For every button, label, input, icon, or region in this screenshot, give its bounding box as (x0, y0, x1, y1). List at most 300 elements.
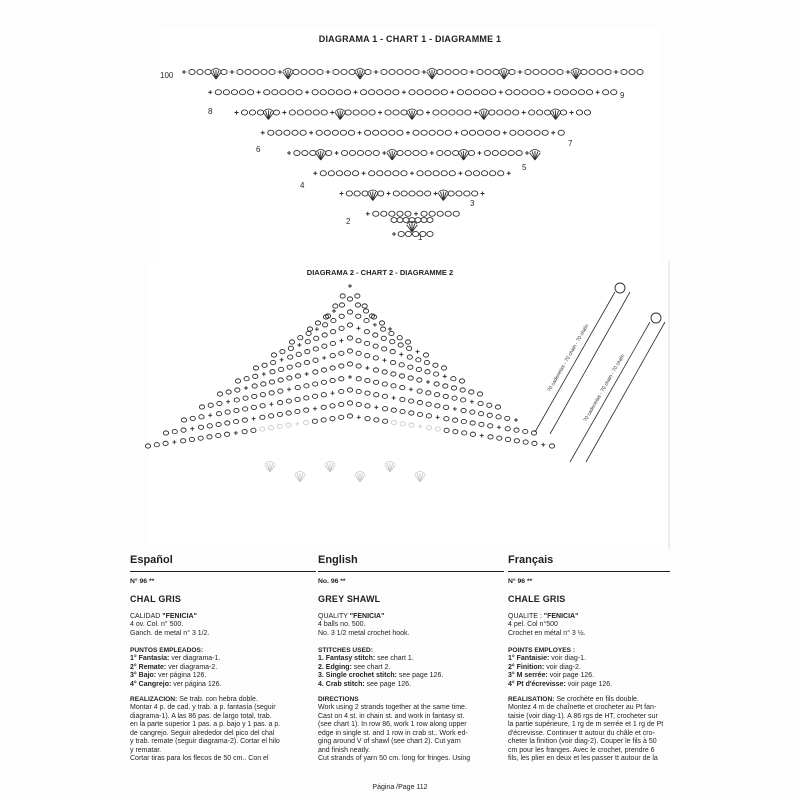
chain-stitch-symbol (269, 380, 274, 384)
chain-stitch-symbol (584, 110, 590, 115)
stitch-name: 1. Fantasy stitch: (318, 655, 376, 663)
chain-stitch-symbol (433, 363, 438, 367)
chain-stitch-symbol (542, 130, 548, 135)
chain-stitch-symbol (453, 430, 458, 434)
chain-stitch-symbol (637, 69, 643, 74)
chain-stitch-symbol (225, 410, 230, 414)
chain-stitch-symbol (339, 326, 344, 330)
chain-stitch-symbol (434, 372, 439, 376)
single-crochet-symbol (262, 372, 266, 376)
chain-stitch-symbol (295, 397, 300, 401)
chain-stitch-symbol (242, 418, 247, 422)
single-crochet-symbol (547, 90, 551, 94)
directions-line: diagrama-1). A las 86 pas. de largo total, trab. (130, 712, 272, 720)
chain-stitch-symbol (433, 110, 439, 115)
chain-stitch-symbol (163, 431, 168, 435)
chain-stitch-symbol (369, 110, 375, 115)
chain-stitch-symbol (237, 69, 243, 74)
chart-1-title: DIAGRAMA 1 - CHART 1 - DIAGRAMME 1 (318, 34, 502, 44)
chain-stitch-symbol (401, 191, 407, 196)
chain-stitch-symbol (557, 69, 563, 74)
directions-heading: REALISATION: (508, 696, 555, 704)
pattern-title: CHALE GRIS (508, 594, 566, 605)
single-crochet-symbol (358, 131, 362, 135)
chain-stitch-symbol (531, 431, 536, 435)
chain-stitch-symbol (369, 90, 375, 95)
chain-stitch-symbol (533, 69, 539, 74)
chain-stitch-symbol (221, 69, 227, 74)
chain-stitch-symbol (493, 69, 499, 74)
chain-stitch-symbol (413, 130, 419, 135)
chain-stitch-symbol (611, 90, 617, 95)
chain-stitch-symbol (401, 171, 407, 176)
chain-stitch-symbol (234, 398, 239, 402)
chain-stitch-symbol (305, 350, 310, 354)
chain-stitch-symbol (286, 423, 291, 427)
directions-block (318, 696, 518, 763)
chain-stitch-symbol (284, 130, 290, 135)
chain-stitch-symbol (322, 333, 327, 337)
chain-stitch-symbol (433, 90, 439, 95)
chain-stitch-symbol (356, 402, 361, 406)
chain-stitch-symbol (397, 130, 403, 135)
stitch-name: 2. Edging: (318, 663, 352, 671)
chain-stitch-symbol (382, 370, 387, 374)
chain-stitch-symbol (300, 130, 306, 135)
chain-stitch-symbol (268, 426, 273, 430)
chain-stitch-symbol (405, 231, 411, 236)
chain-stitch-symbol (389, 331, 394, 335)
single-crochet-symbol (269, 402, 273, 406)
chain-stitch-symbol (312, 90, 318, 95)
directions-line: y rematar. (130, 746, 162, 754)
chain-stitch-symbol (270, 370, 275, 374)
chain-stitch-symbol (217, 392, 222, 396)
row-number-label: 1 (418, 233, 423, 242)
chain-stitch-symbol (421, 150, 427, 155)
chain-stitch-symbol (484, 150, 490, 155)
stitch-ref: see page 126. (396, 672, 444, 680)
chain-stitch-symbol (497, 110, 503, 115)
chain-stitch-symbol (356, 339, 361, 343)
chain-guide-line (535, 292, 615, 432)
single-crochet-symbol (313, 171, 317, 175)
chart-1-panel (160, 28, 660, 268)
stitch-name: 1° Fantasía: (130, 655, 170, 663)
chain-stitch-symbol (344, 90, 350, 95)
chain-stitch-symbol (449, 171, 455, 176)
chain-stitch-symbol (472, 191, 478, 196)
chain-stitch-symbol (427, 231, 433, 236)
chain-stitch-symbol (273, 110, 279, 115)
chain-stitch-symbol (451, 386, 456, 390)
chain-stitch-symbol (362, 304, 367, 308)
chain-stitch-symbol (322, 344, 327, 348)
chain-stitch-symbol (401, 110, 407, 115)
chart-2-diagram (150, 262, 670, 550)
chain-stitch-symbol (269, 69, 275, 74)
chain-stitch-symbol (364, 330, 369, 334)
chain-stitch-symbol (190, 416, 195, 420)
chain-stitch-symbol (433, 171, 439, 176)
chain-stitch-symbol (415, 218, 421, 223)
stitch-ref: see chart 2. (351, 663, 391, 671)
chain-stitch-symbol (262, 363, 267, 367)
directions-line: cheter la finition (voir diag-2). Couper le fils à 50 (508, 738, 657, 746)
chain-stitch-symbol (340, 294, 345, 298)
chain-stitch-symbol (397, 150, 403, 155)
chain-stitch-symbol (297, 110, 303, 115)
chain-stitch-symbol (199, 415, 204, 419)
chain-stitch-symbol (339, 314, 344, 318)
chain-stitch-symbol (421, 218, 427, 223)
stitch-name: 3. Single crochet stitch: (318, 672, 397, 680)
single-crochet-symbol (295, 422, 299, 426)
chain-stitch-symbol (365, 404, 370, 408)
single-crochet-symbol (541, 443, 545, 447)
chain-stitch-symbol (163, 441, 168, 445)
chain-stitch-symbol (426, 391, 431, 395)
stitches-block (130, 647, 330, 689)
single-crochet-symbol (522, 111, 526, 115)
chain-stitch-symbol (381, 211, 387, 216)
directions-line: en la parte superior 1 pas. a p. bajo y 1 pas. a p. (130, 721, 281, 729)
chain-stitch-symbol (312, 394, 317, 398)
chain-stitch-symbol (347, 297, 352, 301)
chain-stitch-symbol (537, 110, 543, 115)
chain-stitch-symbol (289, 340, 294, 344)
single-crochet-symbol (410, 171, 414, 175)
chain-stitch-symbol (286, 399, 291, 403)
chain-stitch-symbol (498, 171, 504, 176)
chain-stitch-symbol (382, 394, 387, 398)
chain-stitch-symbol (403, 218, 409, 223)
chain-stitch-symbol (558, 130, 564, 135)
chain-stitch-symbol (207, 435, 212, 439)
chain-stitch-symbol (304, 384, 309, 388)
chain-stitch-symbol (497, 436, 502, 440)
chain-stitch-symbol (347, 401, 352, 405)
chain-stitch-symbol (321, 110, 327, 115)
directions-line: d'écrevisse. Continuer tt autour du châle et cro- (508, 729, 655, 737)
chain-stitch-symbol (336, 171, 342, 176)
chain-stitch-symbol (465, 171, 471, 176)
single-crochet-symbol (454, 131, 458, 135)
chain-stitch-symbol (339, 389, 344, 393)
chain-stitch-symbol (260, 415, 265, 419)
chain-stitch-symbol (349, 150, 355, 155)
chain-stitch-symbol (321, 405, 326, 409)
chain-stitch-symbol (369, 171, 375, 176)
chain-stitch-symbol (469, 390, 474, 394)
directions-line: Montez 4 m de chaînette et crocheter au Pt fan- (508, 704, 657, 712)
chain-stitch-symbol (330, 378, 335, 382)
chain-stitch-symbol (405, 69, 411, 74)
single-crochet-symbol (374, 70, 378, 74)
chain-stitch-symbol (260, 404, 265, 408)
chain-stitch-symbol (409, 90, 415, 95)
single-crochet-symbol (208, 413, 212, 417)
chain-stitch-symbol (264, 90, 270, 95)
pattern-reference: No. 96 ** (318, 578, 346, 585)
chain-stitch-symbol (356, 351, 361, 355)
chain-stitch-symbol (365, 391, 370, 395)
chain-stitch-symbol (315, 321, 320, 325)
directions-line: ging around V of shawl (see chart 2). Cut yarn (318, 738, 461, 746)
chain-stitch-symbol (437, 130, 443, 135)
chain-stitch-symbol (347, 349, 352, 353)
chain-stitch-symbol (354, 191, 360, 196)
chain-stitch-symbol (309, 69, 315, 74)
chain-stitch-symbol (390, 340, 395, 344)
chain-stitch-symbol (303, 420, 308, 424)
directions-line: y trab. remate (seguir diagrama-2). Cortar el hilo (130, 738, 280, 746)
chain-stitch-symbol (245, 69, 251, 74)
chain-stitch-symbol (357, 150, 363, 155)
chain-stitch-symbol (444, 417, 449, 421)
chain-stitch-symbol (425, 171, 431, 176)
chain-stitch-symbol (235, 379, 240, 383)
chain-stitch-symbol (339, 415, 344, 419)
chain-stitch-symbol (172, 429, 177, 433)
chain-stitch-symbol (538, 90, 544, 95)
chain-stitch-symbol (363, 309, 368, 313)
chain-stitch-symbol (397, 336, 402, 340)
chain-stitch-symbol (347, 388, 352, 392)
chain-stitch-symbol (492, 150, 498, 155)
single-crochet-symbol (458, 171, 462, 175)
chain-stitch-symbol (603, 90, 609, 95)
single-crochet-symbol (596, 90, 600, 94)
chain-stitch-symbol (496, 415, 501, 419)
chain-stitch-symbol (234, 408, 239, 412)
chain-stitch-symbol (339, 377, 344, 381)
chain-stitch-symbol (399, 363, 404, 367)
chain-stitch-symbol (477, 392, 482, 396)
single-crochet-symbol (518, 70, 522, 74)
single-crochet-symbol (335, 151, 339, 155)
chain-stitch-symbol (516, 150, 522, 155)
chain-stitch-symbol (437, 150, 443, 155)
stitch-ref: voir diag-2. (544, 663, 581, 671)
chain-stitch-symbol (413, 150, 419, 155)
chain-stitch-symbol (379, 321, 384, 325)
chain-stitch-symbol (578, 90, 584, 95)
chain-stitch-symbol (373, 333, 378, 337)
single-crochet-symbol (378, 111, 382, 115)
row-number-label: 2 (346, 217, 351, 226)
chain-stitch-symbol (320, 171, 326, 176)
single-crochet-symbol (322, 356, 326, 360)
chain-stitch-symbol (488, 435, 493, 439)
chain-stitch-symbol (365, 130, 371, 135)
pattern-reference: N° 96 ** (508, 578, 533, 585)
single-crochet-symbol (331, 391, 335, 395)
single-crochet-symbol (436, 415, 440, 419)
chain-stitch-symbol (621, 69, 627, 74)
chain-stitch-symbol (340, 130, 346, 135)
chain-stitch-symbol (485, 69, 491, 74)
chain-stitch-symbol (313, 110, 319, 115)
stitches-heading: PUNTOS EMPLEADOS: (130, 647, 204, 655)
chain-stitch-symbol (397, 211, 403, 216)
chain-stitch-symbol (385, 110, 391, 115)
chain-stitch-symbol (278, 367, 283, 371)
chain-stitch-symbol (518, 130, 524, 135)
chain-stitch-symbol (253, 69, 259, 74)
single-crochet-symbol (480, 434, 484, 438)
chain-stitch-symbol (377, 171, 383, 176)
chain-stitch-symbol (597, 69, 603, 74)
chain-stitch-symbol (444, 428, 449, 432)
chain-stitch-symbol (505, 416, 510, 420)
single-crochet-symbol (402, 90, 406, 94)
chain-stitch-symbol (389, 69, 395, 74)
chain-stitch-symbol (287, 365, 292, 369)
chain-stitch-symbol (331, 330, 336, 334)
single-crochet-symbol (477, 151, 481, 155)
chain-stitch-symbol (349, 69, 355, 74)
chain-stitch-symbol (295, 374, 300, 378)
chain-stitch-symbol (407, 355, 412, 359)
chain-stitch-symbol (373, 344, 378, 348)
chain-stitch-symbol (400, 385, 405, 389)
single-crochet-symbol (208, 90, 212, 94)
chain-stitch-symbol (364, 318, 369, 322)
chain-stitch-symbol (457, 110, 463, 115)
chain-stitch-symbol (443, 394, 448, 398)
directions-line: Cortar tiras para los flecos de 50 cm.. Con el (130, 754, 269, 762)
chain-stitch-symbol (490, 90, 496, 95)
materials-block (318, 613, 518, 638)
materials-line: 4 balls no. 500. (318, 621, 366, 629)
chain-stitch-symbol (243, 396, 248, 400)
chain-stitch-symbol (288, 346, 293, 350)
chain-stitch-symbol (261, 69, 267, 74)
chain-stitch-symbol (389, 130, 395, 135)
chain-stitch-symbol (589, 69, 595, 74)
chain-stitch-symbol (278, 389, 283, 393)
chain-stitch-symbol (461, 130, 467, 135)
chain-stitch-symbol (393, 191, 399, 196)
chain-stitch-symbol (445, 150, 451, 155)
chain-stitch-symbol (260, 427, 265, 431)
chain-stitch-symbol (269, 414, 274, 418)
chain-stitch-symbol (277, 424, 282, 428)
chain-stitch-symbol (381, 69, 387, 74)
chain-stitch-symbol (434, 382, 439, 386)
chain-stitch-symbol (445, 211, 451, 216)
chain-stitch-symbol (261, 382, 266, 386)
chain-stitch-symbol (217, 401, 222, 405)
chain-stitch-symbol (441, 366, 446, 370)
single-crochet-symbol (387, 192, 391, 196)
single-crochet-symbol (365, 366, 369, 370)
chain-stitch-symbol (409, 411, 414, 415)
chain-stitch-symbol (296, 352, 301, 356)
single-crochet-symbol (406, 131, 410, 135)
chain-stitch-symbol (473, 171, 479, 176)
chain-stitch-symbol (298, 336, 303, 340)
directions-heading: DIRECTIONS (318, 696, 359, 704)
chain-stitch-symbol (385, 171, 391, 176)
materials-line: No. 3 1/2 metal crochet hook. (318, 629, 410, 637)
chain-stitch-symbol (302, 150, 308, 155)
chain-stitch-symbol (373, 211, 379, 216)
chain-stitch-symbol (226, 390, 231, 394)
row-number-label: 4 (300, 181, 305, 190)
chain-stitch-symbol (328, 171, 334, 176)
chain-stitch-symbol (393, 171, 399, 176)
chain-stitch-symbol (453, 418, 458, 422)
chain-stitch-symbol (437, 211, 443, 216)
chain-stitch-symbol (333, 304, 338, 308)
single-crochet-symbol (244, 386, 248, 390)
stitch-ref: see page 126. (364, 680, 412, 688)
chain-stitch-symbol (417, 110, 423, 115)
single-crochet-symbol (297, 343, 301, 347)
chain-stitch-symbol (198, 436, 203, 440)
chain-stitch-symbol (312, 419, 317, 423)
chain-stitch-symbol (321, 418, 326, 422)
chain-stitch-symbol (295, 409, 300, 413)
quality-label: QUALITE : (508, 612, 544, 620)
chain-stitch-symbol (289, 110, 295, 115)
single-crochet-symbol (453, 407, 457, 411)
single-crochet-symbol (470, 70, 474, 74)
chain-stitch-symbol (405, 211, 411, 216)
chain-stitch-symbol (233, 419, 238, 423)
chain-stitch-symbol (461, 398, 466, 402)
page-number: Página /Page 112 (372, 784, 428, 791)
stitch-ref: ver página 126. (156, 672, 207, 680)
single-crochet-symbol (315, 327, 319, 331)
chain-stitch-symbol (324, 130, 330, 135)
chain-stitch-symbol (239, 90, 245, 95)
chart-2-panel (150, 262, 670, 550)
single-crochet-symbol (414, 212, 418, 216)
chain-stitch-symbol (495, 405, 500, 409)
chain-stitch-symbol (425, 90, 431, 95)
start-marker-symbol (615, 283, 625, 293)
chain-stitch-symbol (252, 394, 257, 398)
chain-stitch-symbol (374, 393, 379, 397)
chain-stitch-symbol (296, 90, 302, 95)
chain-stitch-symbol (424, 360, 429, 364)
chain-stitch-symbol (510, 130, 516, 135)
stitch-name: 2° Finition: (508, 663, 545, 671)
chain-stitch-symbol (347, 310, 352, 314)
chain-stitch-symbol (462, 431, 467, 435)
chain-stitch-symbol (457, 90, 463, 95)
language-heading: Français (508, 556, 670, 572)
chain-stitch-symbol (352, 171, 358, 176)
pattern-title: CHAL GRIS (130, 594, 182, 605)
chain-stitch-symbol (374, 418, 379, 422)
chain-stitch-symbol (365, 69, 371, 74)
chain-stitch-symbol (365, 150, 371, 155)
chain-stitch-symbol (365, 416, 370, 420)
single-crochet-symbol (418, 424, 422, 428)
chain-stitch-symbol (305, 340, 310, 344)
materials-line: 4 ov. Col. n° 500. (130, 621, 184, 629)
chain-stitch-symbol (435, 404, 440, 408)
column-spanish (130, 556, 330, 763)
chain-stitch-symbol (444, 405, 449, 409)
chain-stitch-symbol (514, 439, 519, 443)
chain-stitch-symbol (381, 130, 387, 135)
single-crochet-symbol (481, 192, 485, 196)
